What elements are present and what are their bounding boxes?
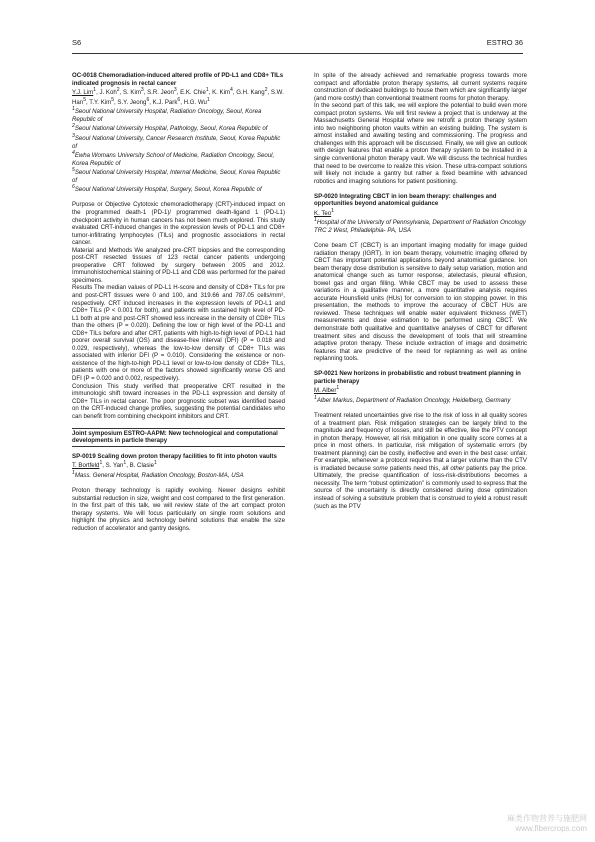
affiliation-3: $^3$Seoul National University, Cancer Research Institute, Seoul, Korea Republic of — [72, 132, 281, 150]
abstract-title-sp0019: SP-0019 Scaling down proton therapy facilities to fit into photon vaults — [72, 452, 277, 460]
watermark-line-2: www.fibercrops.com — [515, 824, 587, 833]
watermark-line-1: 麻类作物营养与施肥网 — [507, 814, 587, 823]
affiliation-1: $^1$Seoul National University Hospital, Radiation Oncology, Seoul, Korea Republic of — [72, 106, 262, 123]
right-column — [314, 72, 527, 510]
author-list-oc0018: Y.J. Lim$^1$, J. Koh$^2$, S. Kim$^3$, S.R. Jeon$^3$, E.K. Chie$^1$, K. Kim$^4$, G.H. Kang$^2$, S.W. Han$^5$, T.Y. Kim$^5$, S.Y. Jeong$^6$, K.J. Park$^6$, H.G. Wu$^1$ — [72, 87, 284, 106]
running-header — [72, 38, 523, 50]
abstract-title-oc0018: OC-0018 Chemoradiation-induced altered profile of PD-L1 and CD8+ TILs indicated prognosis in rectal cancer — [72, 72, 284, 87]
journal-name: ESTRO 36 — [486, 38, 523, 47]
watermark — [507, 814, 587, 834]
body-sp0021: Treatment related uncertainties give rise to the risk of loss in all quality scores of a treatment plan. Risk mitigation strategies can be largely blind to the magnitude and frequency of losses, and still be effective, like the PTV concept in photon therapy. However, all risk mitigation in one quality score comes at a price in most others. In particular, risk mitigation of systematic errors (by treatment planning) can be costly, ineffective and even in the best case: unfair. For example, whenever a protocol requires that a larger volume than the CTV is irradiated because some patients need this, all other patients pay the price. Ultimately, the precise quantification of loss-risk-distributions becomes a necessity. The term “robust optimization” is commonly used to express that the source of the uncertainty is directly considered during dose optimization instead of solving a substitute problem that is construed to yield a robust result (such as the PTV — [314, 412, 527, 510]
continued-paragraph-1: In spite of the already achieved and remarkable progress towards more compact and affordable proton therapy systems, all current systems require construction of dedicated buildings to house them which are significantly larger (and more costly) than conventional treatment rooms for photon therapy. — [314, 72, 527, 102]
affiliation-4: $^4$Ewha Womans University School of Medicine, Radiation Oncology, Seoul, Korea Republic of — [72, 150, 275, 167]
author-list-sp0020: K. Teo$^1$ — [314, 207, 334, 217]
body-sp0019: Proton therapy technology is rapidly evolving. Newer designs exhibit substantial reduction in size, weight and cost compared to the first generation. In the first part of this talk, we will review state of the art compact proton therapy systems. We will focus particularly on single room solutions and highlight the physics and technology behind solutions that enable the size reduction of accelerator and gantry designs. — [72, 487, 285, 532]
author-list-sp0021: M. Alber$^1$ — [314, 385, 340, 395]
continued-paragraph-2: In the second part of this talk, we will explore the potential to build even more compact proton systems. We will first review a project that is underway at the Massachusetts General Hospital where we retrofit a proton therapy system into two neighboring photon vaults within an existing building. The system is almost installed and awaiting testing and commissioning. The progress and challenges with this approach will be discussed. Finally, we will give an outlook with design features that enable a proton therapy system to be installed in a single conventional photon therapy vault. We will discuss the technical hurdles that need to be overcome to realize this vision. These ultra-compact solutions will likely not include a gantry but rather a fixed beamline with advanced robotics and imaging solutions for patient positioning. — [314, 102, 527, 185]
left-column — [72, 72, 285, 532]
conclusion-paragraph: Conclusion This study verified that preoperative CRT resulted in the immunologic shift toward increases in the PD-L1 expression and density of CD8+ TILs in rectal cancer. The poor prognostic subset was identified based on the CRT-induced change profiles, suggesting the potential candidates who can benefit from combining checkpoint inhibitors and CRT. — [72, 382, 285, 420]
affiliation-5: $^5$Seoul National University Hospital, Internal Medicine, Seoul, Korea Republic of — [72, 167, 281, 184]
abstract-title-sp0020: SP-0020 Integrating CBCT in ion beam therapy: challenges and opportunities beyond anatomical guidance — [314, 192, 497, 208]
results-paragraph: Results The median values of PD-L1 H-score and density of CD8+ TILs for pre and post-CRT tissues were 0 and 100, and 319.66 and 787.05 cells/mm², respectively. CRT induced increases in the expression levels of PD-L1 and CD8+ TILs (P < 0.001 for both), and patients with sustained high level of PD-L1 both at pre and post-CRT showed less increase in the density of CD8+ TILs than the others (P = 0.020). Defining the low or high level of the PD-L1 and CD8+ TILs before and after CRT, patients with high-to-high level of PD-L1 had poorer overall survival (OS) and disease-free interval (DFI) (P = 0.018 and 0.029, respectively), whereas the low-to-low density of CD8+ TILs was associated with inferior DFI (P = 0.010). Considering the existence or non-existence of the high-to-high PD-L1 level or low-to-low density of CD8+ TILs, patients with one or more of the factors showed significantly worse OS and DFI (P = 0.020 and 0.002, respectively). — [72, 284, 285, 382]
purpose-paragraph: Purpose or Objective Cytotoxic chemoradiotherapy (CRT)-induced impact on the programmed death-1 (PD-1)/ programmed death-ligand 1 (PD-L1) checkpoint activity in human cancers has not been much explored. This study evaluated CRT-induced changes in the expression levels of PD-L1 and CD8+ tumor-infiltrating lymphocytes (TILs) and prognostic associations in rectal cancer. — [72, 201, 285, 247]
affiliation-2: $^2$Seoul National University Hospital, Pathology, Seoul, Korea Republic of — [72, 123, 268, 133]
affiliation-sp0019: $^1$Mass. General Hospital, Radiation Oncology, Boston-MA, USA — [72, 469, 244, 480]
author-list-sp0019: T. Bortfeld$^1$, S. Yan$^1$, B. Clasie$^1$ — [72, 460, 157, 470]
header-rule — [72, 53, 523, 54]
methods-paragraph: Material and Methods We analyzed pre-CRT biopsies and the corresponding post-CRT resected tissues of 123 rectal cancer patients undergoing preoperative CRT followed by surgery between 2005 and 2012. Immunohistochemical staining of PD-L1 and CD8 was performed for the paired specimens. — [72, 246, 285, 284]
affiliation-sp0021: $^1$Alber Markus, Department of Radiation Oncology, Heidelberg, Germany — [314, 394, 511, 404]
page-number: S6 — [72, 38, 82, 47]
affiliation-6: $^6$Seoul National University Hospital, Surgery, Seoul, Korea Republic of — [72, 184, 262, 194]
body-sp0020: Cone beam CT (CBCT) is an important imaging modality for image guided radiation therapy (IGRT). In ion beam therapy, volumetric imaging offered by CBCT has important potential applications beyond anatomical guidance. Ion beam therapy dose distribution is sensitive to daily setup variation, motion and anatomical change such as tumor response, atelectasis, pleural effusion, bowel gas and organ filling. While CBCT may be used to assess these variations in a qualitative manner, a more quantitative analysis requires accurate Hounsfield units (HUs) for conversion to ion stopping power. In this presentation, the methods to improve the accuracy of CBCT HUs are reviewed. These techniques will enable water equivalent thickness (WET) measurements and dose estimation to be performed using CBCT. We demonstrate both qualitative and quantitative analyses of CBCT for different treatment sites and discuss the development of tools that will streamline adaptive proton therapy. These include extraction of image and dosimetric features that are predictive of the need for replanning as well as online replanning tools. — [314, 242, 527, 363]
affiliation-sp0020: $^1$Hospital of the University of Pennsylvania, Department of Radiation Oncology TRC 2 West, Philadelphia- PA, USA — [314, 217, 526, 234]
abstract-title-sp0021: SP-0021 New horizons in probabilistic and robust treatment planning in particle therapy — [314, 370, 521, 385]
section-heading: Joint symposium ESTRO-AAPM: New technological and computational developments in particle therapy — [72, 428, 285, 447]
